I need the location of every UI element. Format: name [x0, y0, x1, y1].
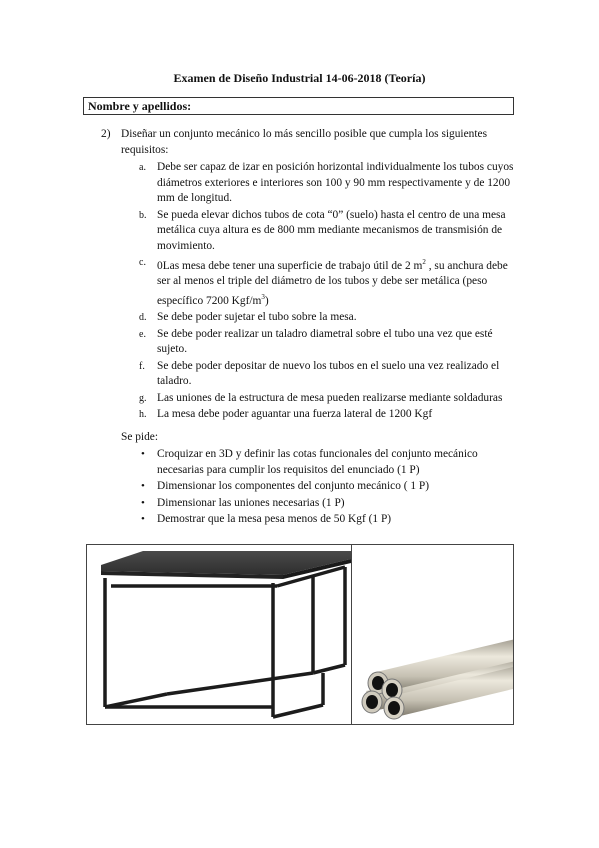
exam-title: Examen de Diseño Industrial 14-06-2018 (Teoría)	[173, 71, 426, 85]
bullet-icon: •	[141, 513, 145, 525]
pipe-bore	[366, 695, 378, 709]
task-text: Dimensionar las uniones necesarias (1 P)	[157, 496, 345, 509]
bullet-icon: •	[141, 496, 145, 509]
requirement-text: La mesa debe poder aguantar una fuerza lateral de 1200 Kgf	[157, 408, 433, 421]
requirement-g	[139, 391, 519, 407]
bullet-icon: •	[141, 480, 145, 492]
se-pide-label: Se pide:	[121, 431, 159, 443]
requirement-h	[139, 407, 519, 423]
requirement-text: Se debe poder depositar de nuevo los tubos en el suelo una vez realizado el taladro.	[157, 359, 500, 388]
requirement-text: Las uniones de la estructura de mesa pueden realizarse mediante soldaduras	[157, 391, 503, 404]
requirement-text-pre: 0Las mesa debe tener una superficie de trabajo útil de 2 m	[157, 259, 423, 272]
requirement-text: Se debe poder realizar un taladro diametral sobre el tubo una vez que esté sujeto.	[157, 327, 493, 356]
requirement-f	[139, 359, 519, 390]
task-item	[141, 512, 519, 528]
requirement-b	[139, 208, 519, 255]
metal-table-illustration	[87, 545, 351, 724]
requirement-text: Debe ser capaz de izar en posición horizontal individualmente los tubos cuyos diámetros exteriores e interiores son 100 y 90 mm respectivamente y de 1200 mm de longitud.	[157, 161, 514, 204]
task-item	[141, 496, 519, 512]
requirement-text-mid: , su anchura debe ser al menos el triple del diámetro de los tubos y debe ser metálica (peso específico 7200 Kgf/m	[157, 259, 508, 307]
task-item	[141, 479, 519, 495]
superscript-squared: 2	[422, 258, 426, 266]
requirements-list	[139, 160, 519, 424]
pipe-bore	[388, 701, 400, 715]
figure-frame	[86, 544, 514, 725]
requirement-marker: c.	[139, 257, 146, 268]
tasks-list	[141, 447, 519, 529]
requirement-marker: f.	[139, 360, 145, 372]
name-field[interactable]: Nombre y apellidos:	[83, 97, 514, 115]
requirement-text: Se pueda elevar dichos tubos de cota “0” (suelo) hasta el centro de una mesa metálica cuya altura es de 800 mm mediante mecanismos de transmisión de movimiento.	[157, 208, 506, 252]
requirement-a	[139, 160, 519, 207]
superscript-cubed: 3	[261, 292, 265, 301]
table-image	[87, 545, 351, 724]
pipe-bore	[386, 683, 398, 697]
requirement-marker: d.	[139, 312, 147, 324]
table-frame	[105, 567, 345, 717]
steel-pipes-illustration	[352, 545, 513, 724]
task-text: Croquizar en 3D y definir las cotas funcionales del conjunto mecánico necesarias para cumplir los requisitos del enunciado (1 P)	[157, 448, 478, 476]
requirement-marker: b.	[139, 209, 147, 221]
requirement-c	[139, 255, 519, 309]
requirement-text: Se debe poder sujetar el tubo sobre la mesa.	[157, 311, 357, 324]
requirement-marker: a.	[139, 162, 146, 173]
requirement-marker: g.	[139, 392, 147, 404]
bullet-icon: •	[141, 448, 145, 460]
question-text: Diseñar un conjunto mecánico lo más sencillo posible que cumpla los siguientes requisitos:	[121, 128, 488, 156]
requirement-text-post: )	[264, 294, 269, 307]
requirement-e	[139, 327, 519, 358]
task-text: Demostrar que la mesa pesa menos de 50 Kgf (1 P)	[157, 513, 392, 525]
question-number: 2)	[101, 128, 111, 140]
pipes-image	[352, 545, 513, 724]
task-text: Dimensionar los componentes del conjunto mecánico ( 1 P)	[157, 480, 430, 492]
requirement-marker: e.	[139, 328, 146, 340]
task-item	[141, 447, 519, 478]
requirement-d	[139, 310, 519, 326]
requirement-marker: h.	[139, 409, 147, 421]
